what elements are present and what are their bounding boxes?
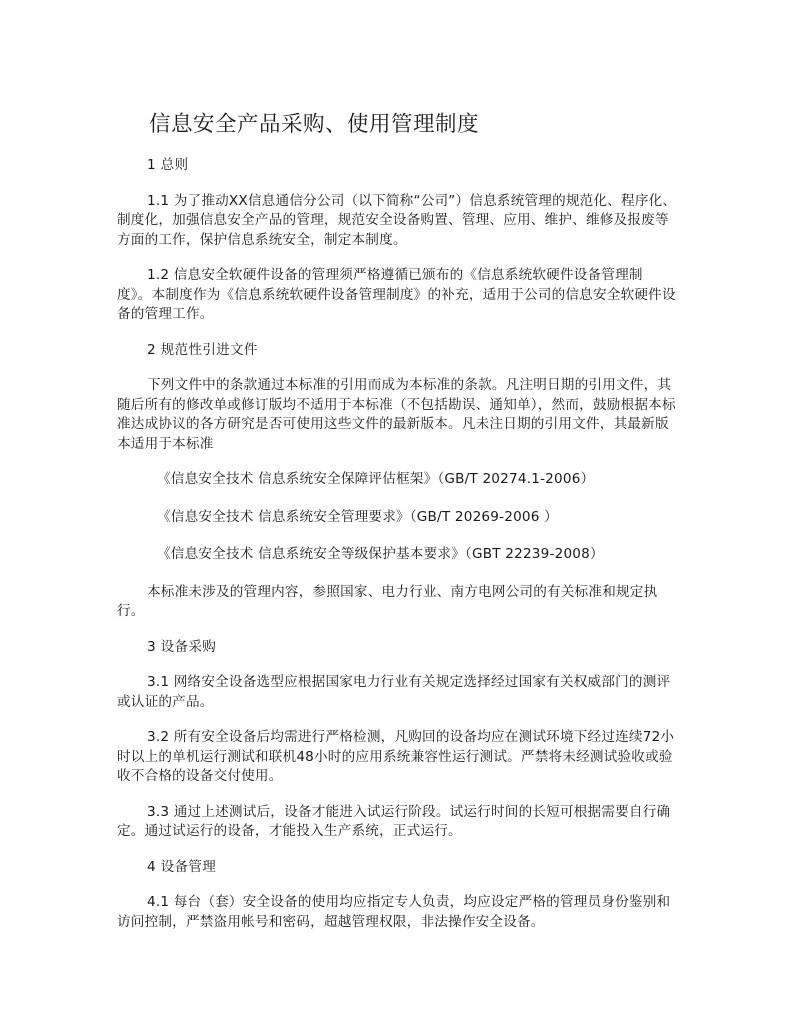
document-page xyxy=(117,110,677,948)
section-heading-procurement: 3 设备采购 xyxy=(147,638,217,655)
paragraph-3-3: 3.3 通过上述测试后，设备才能进入试运行阶段。试运行时间的长短可根据需要自行确定。通过试运行的设备，才能投入生产系统，正式运行。 xyxy=(117,803,671,839)
reference-item: 《信息安全技术 信息系统安全等级保护基本要求》（GBT 22239-2008） xyxy=(157,546,604,562)
document-title: 信息安全产品采购、使用管理制度 xyxy=(149,112,480,137)
reference-item: 《信息安全技术 信息系统安全管理要求》（GB/T 20269-2006 ） xyxy=(157,508,558,525)
paragraph-3-2: 3.2 所有安全设备后均需进行严格检测，凡购回的设备均应在测试环境下经过连续72小时以上的单机运行测试和联机48小时的应用系统兼容性运行测试。严禁将未经测试验收或验收不合格的设备交付使用。 xyxy=(117,729,675,784)
reference-item: 《信息安全技术 信息系统安全保障评估框架》（GB/T 20274.1-2006） xyxy=(157,471,595,487)
section-heading-device-management: 4 设备管理 xyxy=(147,858,217,875)
paragraph-1-1: 1.1 为了推动XX信息通信分公司（以下简称“公司”）信息系统管理的规范化、程序化、制度化，加强信息安全产品的管理，规范安全设备购置、管理、应用、维护、维修及报废等方面的工作，保护信息系统安全，制定本制度。 xyxy=(117,192,677,248)
paragraph-1-2: 1.2 信息安全软硬件设备的管理须严格遵循已颁布的《信息系统软硬件设备管理制度》。本制度作为《信息系统软硬件设备管理制度》的补充，适用于公司的信息安全软硬件设备的管理工作。 xyxy=(117,267,676,322)
paragraph-references-closing: 本标准未涉及的管理内容，参照国家、电力行业、南方电网公司的有关标准和规定执行。 xyxy=(117,583,658,619)
section-heading-normative-references: 2 规范性引进文件 xyxy=(147,341,258,358)
paragraph-4-1: 4.1 每台（套）安全设备的使用均应指定专人负责，均应设定严格的管理员身份鉴别和访问控制，严禁盗用帐号和密码，超越管理权限，非法操作安全设备。 xyxy=(117,894,671,930)
paragraph-references-intro: 下列文件中的条款通过本标准的引用而成为本标准的条款。凡注明日期的引用文件，其随后所有的修改单或修订版均不适用于本标准（不包括勘误、通知单），然而，鼓励根据本标准达成协议的各方研究是否可使用这些文件的最新版本。凡未注日期的引用文件，其最新版本适用于本标准 xyxy=(117,377,676,452)
paragraph-3-1: 3.1 网络安全设备选型应根据国家电力行业有关规定选择经过国家有关权威部门的测评或认证的产品。 xyxy=(117,674,671,710)
section-heading-general: 1 总则 xyxy=(147,157,189,173)
